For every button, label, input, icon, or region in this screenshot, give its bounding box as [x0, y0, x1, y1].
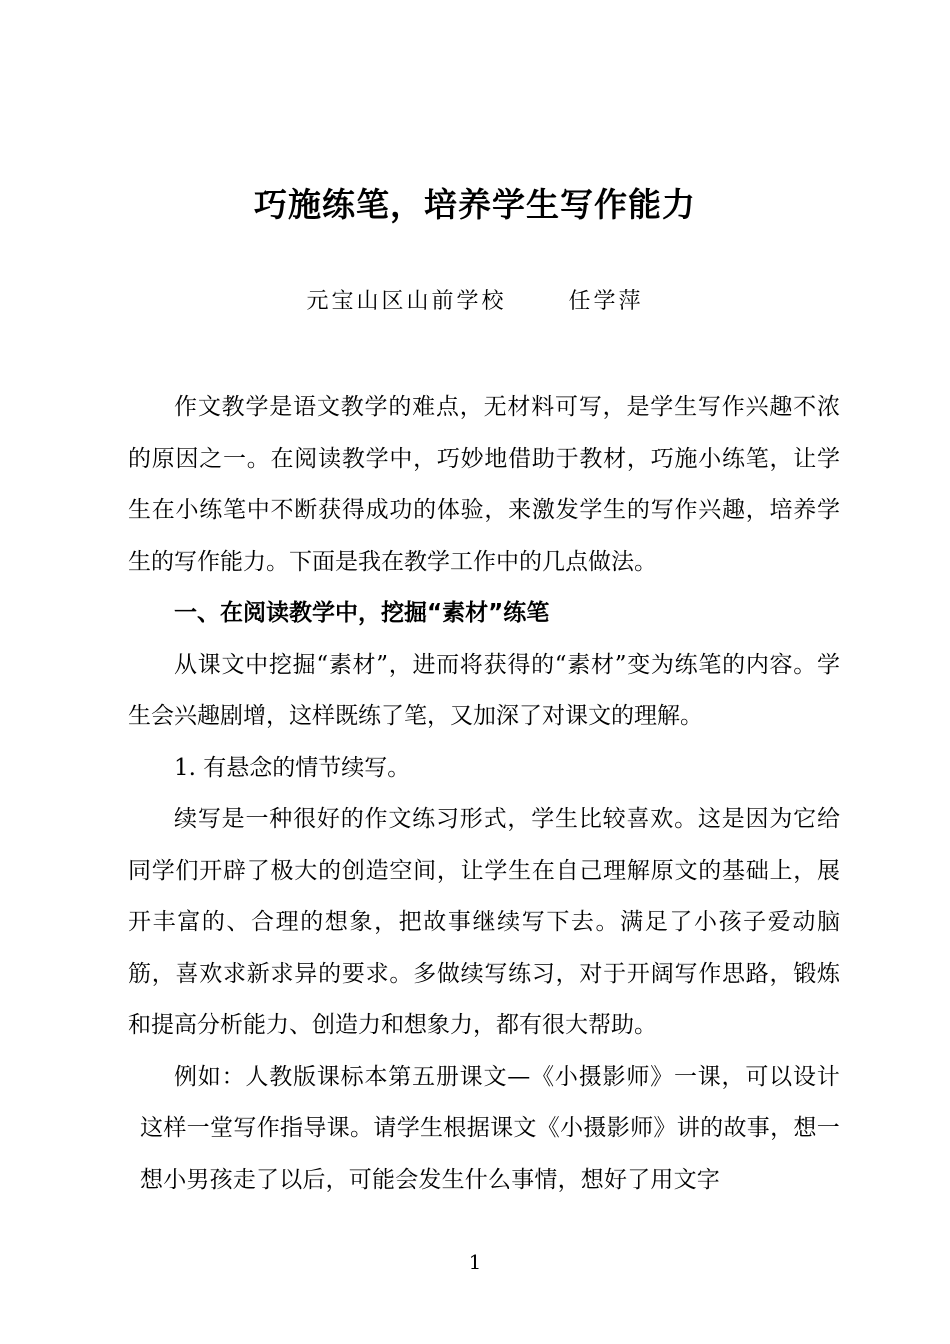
paragraph-example: 例如：人教版课标本第五册课文—《小摄影师》一课，可以设计这样一堂写作指导课。请学生根据课文《小摄影师》讲的故事，想一想小男孩走了以后，可能会发生什么事情，想好了用文字	[140, 1063, 840, 1193]
document-body	[128, 382, 840, 1206]
page-number: 1	[468, 1250, 482, 1274]
author-line	[0, 286, 950, 318]
author-school: 元宝山区山前学校	[306, 289, 507, 314]
document-title: 巧施练笔，培养学生写作能力	[254, 185, 696, 224]
section-heading: 一、在阅读教学中，挖掘“素材”练笔	[174, 600, 550, 626]
paragraph-continuation: 续写是一种很好的作文练习形式，学生比较喜欢。这是因为它给同学们开辟了极大的创造空间，让学生在自己理解原文的基础上，展开丰富的、合理的想象，把故事继续写下去。满足了小孩子爱动脑筋，喜欢求新求异的要求。多做续写练习，对于开阔写作思路，锻炼和提高分析能力、创造力和想象力，都有很大帮助。	[128, 806, 840, 1038]
author-name: 任学萍	[568, 289, 644, 314]
paragraph-material: 从课文中挖掘“素材”，进而将获得的“素材”变为练笔的内容。学生会兴趣剧增，这样既练了笔，又加深了对课文的理解。	[128, 651, 840, 729]
subheading-continuation: 1. 有悬念的情节续写。	[174, 754, 411, 781]
paragraph-intro: 作文教学是语文教学的难点，无材料可写，是学生写作兴趣不浓的原因之一。在阅读教学中，巧妙地借助于教材，巧施小练笔，让学生在小练笔中不断获得成功的体验，来激发学生的写作兴趣，培养学生的写作能力。下面是我在教学工作中的几点做法。	[128, 394, 840, 575]
